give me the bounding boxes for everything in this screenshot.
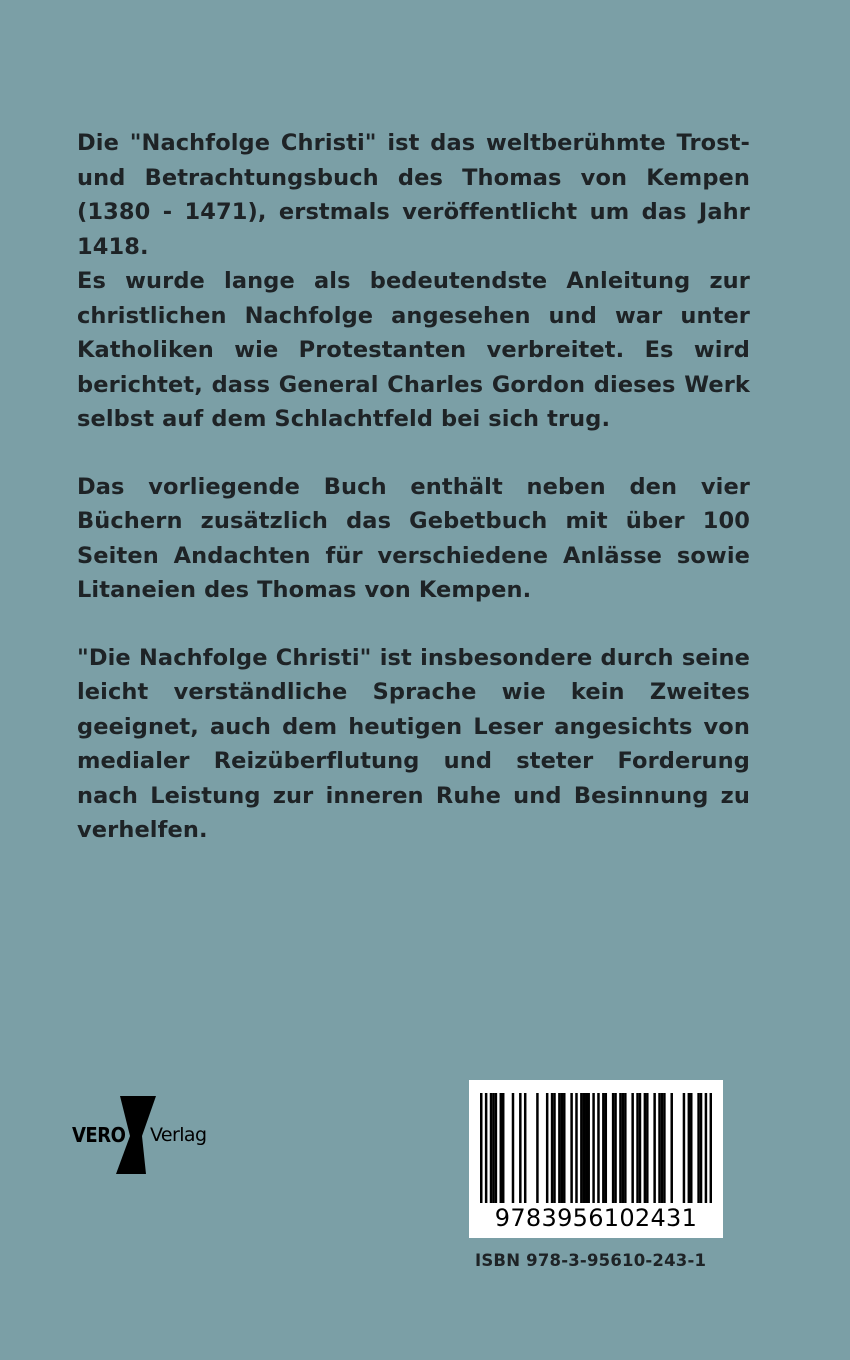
barcode-bar <box>658 1093 660 1203</box>
barcode-bar <box>636 1093 638 1203</box>
barcode-bar <box>580 1093 582 1203</box>
barcode-bar <box>575 1093 577 1203</box>
barcode-bar <box>612 1093 614 1203</box>
barcode-bars <box>480 1093 712 1203</box>
blurb-text <box>77 126 750 848</box>
barcode-bar <box>587 1093 589 1203</box>
barcode-bar <box>697 1093 699 1203</box>
barcode-bar <box>683 1093 685 1203</box>
barcode-bar <box>524 1093 526 1203</box>
barcode-bar <box>592 1093 594 1203</box>
barcode-bar <box>485 1093 487 1203</box>
logo-verlag-text: Verlag <box>150 1124 207 1146</box>
barcode-bar <box>597 1093 599 1203</box>
blurb-paragraph-2: Es wurde lange als bedeutendste Anleitung zur christlichen Nachfolge angesehen und war unter Katholiken wie Protestanten verbreitet. Es wird berichtet, dass General Charles Gordon dieses Werk selbst auf dem Schlachtfeld bei sich trug. <box>77 268 750 432</box>
barcode-bar <box>570 1093 572 1203</box>
barcode-bar <box>500 1093 502 1203</box>
barcode-bar <box>519 1093 521 1203</box>
barcode-bar <box>553 1093 555 1203</box>
barcode-bar <box>705 1093 707 1203</box>
barcode-bar <box>546 1093 548 1203</box>
barcode-bar <box>619 1093 621 1203</box>
barcode-bar <box>551 1093 553 1203</box>
isbn-label: ISBN 978-3-95610-243-1 <box>475 1251 707 1270</box>
barcode-bar <box>536 1093 538 1203</box>
barcode <box>469 1080 723 1238</box>
barcode-bar <box>605 1093 607 1203</box>
barcode-bar <box>663 1093 665 1203</box>
barcode-bar <box>710 1093 712 1203</box>
logo-vero-text: VERO <box>72 1123 126 1147</box>
barcode-bar <box>614 1093 616 1203</box>
barcode-bar <box>563 1093 565 1203</box>
barcode-bar <box>512 1093 514 1203</box>
blurb-paragraph-1: Die "Nachfolge Christi" ist das weltberühmte Trost- und Betrachtungsbuch des Thomas von Kempen (1380 - 1471), erstmals veröffentlicht um das Jahr 1418. <box>77 130 750 260</box>
barcode-bar <box>585 1093 587 1203</box>
barcode-bar <box>670 1093 672 1203</box>
publisher-logo <box>72 1096 212 1176</box>
barcode-bar <box>653 1093 655 1203</box>
barcode-bar <box>661 1093 663 1203</box>
barcode-bar <box>646 1093 648 1203</box>
barcode-bar <box>502 1093 504 1203</box>
barcode-digits: 9783956102431 <box>494 1204 698 1232</box>
barcode-bar <box>700 1093 702 1203</box>
barcode-bar <box>639 1093 641 1203</box>
barcode-bar <box>688 1093 690 1203</box>
barcode-bar <box>602 1093 604 1203</box>
barcode-bar <box>492 1093 494 1203</box>
barcode-bar <box>624 1093 626 1203</box>
barcode-bar <box>644 1093 646 1203</box>
barcode-bar <box>622 1093 624 1203</box>
barcode-bar <box>583 1093 585 1203</box>
blurb-paragraph-4: "Die Nachfolge Christi" ist insbesondere durch seine leicht verständliche Sprache wie kein Zweites geeignet, auch dem heutigen Leser angesichts von medialer Reizüberflutung und steter Forderung nach Leistung zur inneren Ruhe und Besinnung zu verhelfen. <box>77 644 750 843</box>
barcode-bar <box>480 1093 482 1203</box>
barcode-bar <box>561 1093 563 1203</box>
blurb-paragraph-3: Das vorliegende Buch enthält neben den vier Büchern zusätzlich das Gebetbuch mit über 100 Seiten Andachten für verschiedene Anlässe sowie Litaneien des Thomas von Kempen. <box>77 473 750 603</box>
barcode-bar <box>490 1093 492 1203</box>
barcode-bar <box>690 1093 692 1203</box>
barcode-bar <box>495 1093 497 1203</box>
barcode-bar <box>558 1093 560 1203</box>
barcode-bar <box>631 1093 633 1203</box>
